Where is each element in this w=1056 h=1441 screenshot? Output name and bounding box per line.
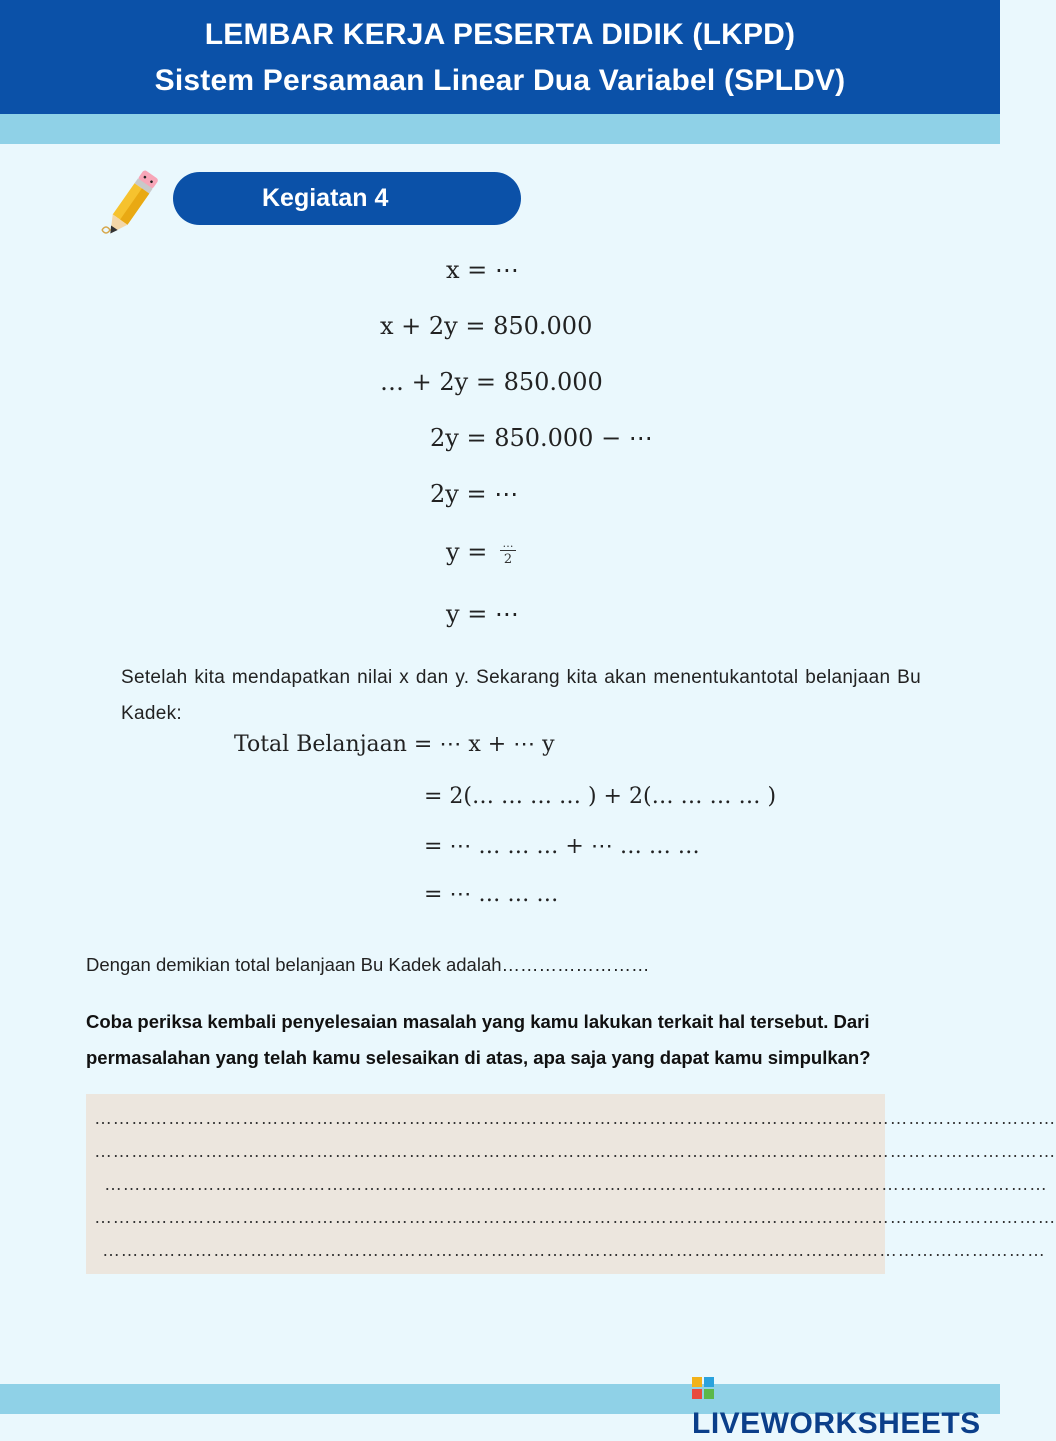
activity-label: Kegiatan 4 [262,184,389,212]
answer-line[interactable]: ………………………………………………………………………………………………………………………………………… [94,1207,1056,1227]
total-line: Total Belanjaan = ⋯ x + ⋯ y [234,732,555,757]
conclusion-text: Dengan demikian total belanjaan Bu Kadek adalah…………………… [86,954,650,975]
fraction-denominator: 2 [503,552,513,567]
total-line: = 2(… … … … ) + 2(… … … … ) [424,784,777,809]
equation-line: y = [446,538,488,566]
instruction-paragraph: Setelah kita mendapatkan nilai x dan y. Sekarang kita akan menentukantotal belanjaan Bu Kadek: [121,667,921,724]
reflection-prompt: Coba periksa kembali penyelesaian masalah yang kamu lakukan terkait hal tersebut. Dari permasalahan yang telah kamu selesaikan di atas, apa saja yang dapat kamu simpulkan? [86,1011,871,1068]
pencil-icon [96,166,166,242]
equation-line: x + 2y = 850.000 [380,312,593,340]
header-title-line2: Sistem Persamaan Linear Dua Variabel (SPLDV) [154,64,846,97]
total-line: = ⋯ … … … + ⋯ … … … [424,834,700,859]
page-header [0,0,1000,114]
equation-line: 2y = 850.000 − ⋯ [430,424,653,452]
total-line: = ⋯ … … … [424,882,559,907]
fraction [500,538,516,568]
answer-line[interactable]: ………………………………………………………………………………………………………………………………………… [94,1141,1056,1161]
activity-badge [173,172,521,225]
answer-line[interactable]: ……………………………………………………………………………………………………………………………………… [102,1240,1046,1260]
equation-line: x = ⋯ [446,256,519,284]
equation-line: y = ⋯ [446,600,519,628]
liveworksheets-logo [692,1373,1000,1440]
answer-box[interactable] [86,1094,1056,1274]
fraction-numerator: … [500,538,516,551]
answer-line[interactable]: ……………………………………………………………………………………………………………………………………… [104,1174,1048,1194]
logo-icon [692,1377,714,1399]
equation-line: 2y = ⋯ [430,480,519,508]
answer-line[interactable]: ………………………………………………………………………………………………………………………………………… [94,1108,1056,1128]
header-band [0,114,1000,144]
logo-text: LIVEWORKSHEETS [692,1407,981,1440]
header-title-line1: LEMBAR KERJA PESERTA DIDIK (LKPD) [204,18,796,51]
equation-line: … + 2y = 850.000 [380,368,603,396]
